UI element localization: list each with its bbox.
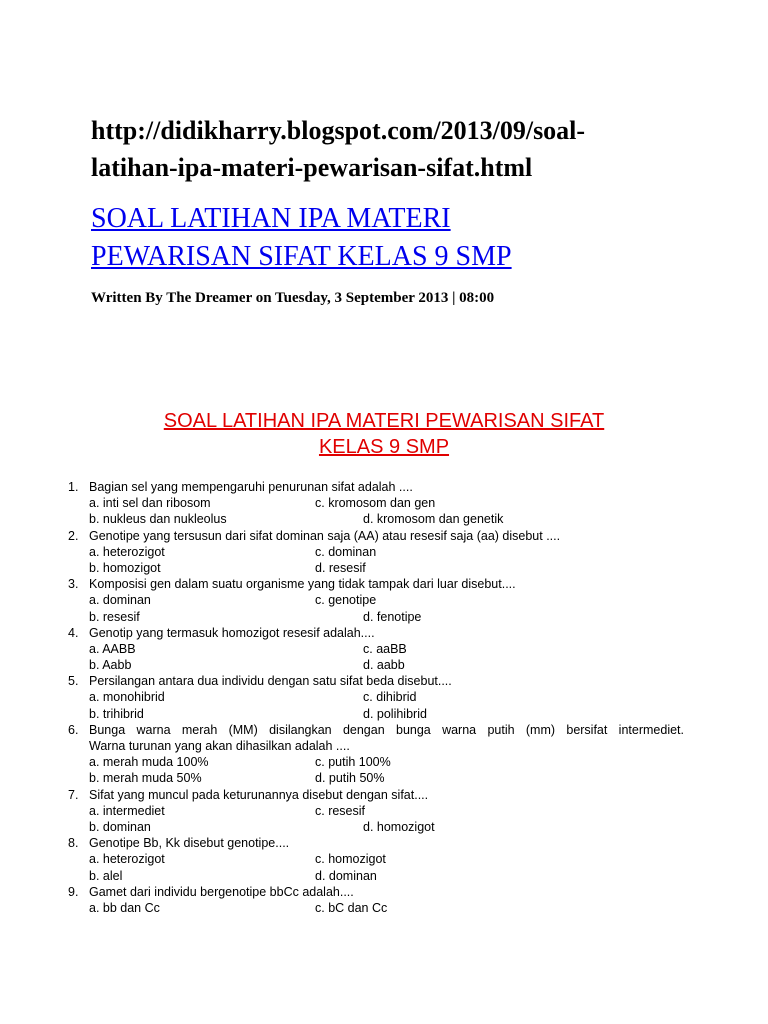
- option-a: a. intermediet: [89, 803, 165, 818]
- options-row: [68, 495, 688, 511]
- option-c: c. aaBB: [363, 641, 407, 656]
- option-b: b. Aabb: [89, 658, 132, 673]
- option-a: a. heterozigot: [89, 852, 165, 867]
- option-a: a. inti sel dan ribosom: [89, 496, 211, 511]
- blog-title-line-2: PEWARISAN SIFAT KELAS 9 SMP: [91, 241, 512, 272]
- question-text: Bagian sel yang mempengaruhi penurunan sifat adalah ....: [89, 480, 413, 494]
- option-a: a. monohibrid: [89, 690, 165, 705]
- option-b: b. nukleus dan nukleolus: [89, 512, 227, 527]
- option-c: c. dominan: [315, 544, 377, 559]
- option-d: d. resesif: [315, 560, 366, 575]
- byline: Written By The Dreamer on Tuesday, 3 September 2013 | 08:00: [91, 290, 495, 306]
- question-number: 9.: [68, 884, 79, 899]
- options-row: [68, 900, 688, 916]
- option-c: c. dihibrid: [363, 690, 417, 705]
- question-number: 6.: [68, 722, 79, 737]
- question-text: Genotipe yang tersusun dari sifat dominan saja (AA) atau resesif saja (aa) disebut ....: [89, 528, 561, 543]
- question-number: 2.: [68, 528, 79, 543]
- option-a: a. dominan: [89, 593, 151, 608]
- question-number: 7.: [68, 787, 79, 802]
- options-row: [68, 641, 688, 657]
- source-url: [91, 112, 711, 186]
- option-c: c. genotipe: [315, 593, 377, 608]
- option-b: b. dominan: [89, 819, 151, 834]
- question-number: 5.: [68, 674, 79, 689]
- options-row: [68, 511, 688, 527]
- question-row: [68, 835, 688, 851]
- option-d: d. kromosom dan genetik: [363, 512, 504, 527]
- question-text: Bunga warna merah (MM) disilangkan dengan bunga warna putih (mm) bersifat intermediet.: [89, 722, 684, 737]
- question-text: Persilangan antara dua individu dengan satu sifat beda disebut....: [89, 674, 452, 689]
- option-d: d. polihibrid: [363, 706, 427, 721]
- question-row-continued: [68, 738, 688, 754]
- option-c: c. resesif: [315, 803, 366, 818]
- option-d: d. homozigot: [363, 819, 435, 834]
- option-c: c. putih 100%: [315, 755, 391, 770]
- option-b: b. merah muda 50%: [89, 771, 202, 786]
- document-title-line-1: SOAL LATIHAN IPA MATERI PEWARISAN SIFAT: [163, 410, 605, 432]
- options-row: [68, 819, 688, 835]
- options-row: [68, 544, 688, 560]
- option-d: d. putih 50%: [315, 771, 385, 786]
- option-b: b. alel: [89, 868, 123, 883]
- blog-title-link[interactable]: [91, 200, 711, 276]
- option-a: a. heterozigot: [89, 544, 165, 559]
- question-row: [68, 787, 688, 803]
- options-row: [68, 657, 688, 673]
- question-number: 8.: [68, 836, 79, 851]
- question-number: 4.: [68, 625, 79, 640]
- options-row: [68, 560, 688, 576]
- blog-title-line-1: SOAL LATIHAN IPA MATERI: [91, 203, 451, 234]
- option-d: d. aabb: [363, 658, 405, 673]
- question-list: [68, 479, 688, 916]
- document-title-line-2: KELAS 9 SMP: [318, 436, 450, 458]
- option-c: c. bC dan Cc: [315, 900, 388, 915]
- option-d: d. fenotipe: [363, 609, 422, 624]
- question-text: Komposisi gen dalam suatu organisme yang tidak tampak dari luar disebut....: [89, 577, 516, 592]
- question-text: Genotip yang termasuk homozigot resesif adalah....: [89, 625, 375, 640]
- question-text: Genotipe Bb, Kk disebut genotipe....: [89, 836, 290, 851]
- question-row: [68, 673, 688, 689]
- question-row: [68, 528, 688, 544]
- option-a: a. merah muda 100%: [89, 755, 209, 770]
- source-url-line-2: latihan-ipa-materi-pewarisan-sifat.html: [91, 153, 533, 182]
- question-row: [68, 722, 688, 738]
- options-row: [68, 689, 688, 705]
- question-text: Sifat yang muncul pada keturunannya disebut dengan sifat....: [89, 787, 429, 802]
- question-row: [68, 576, 688, 592]
- option-b: b. trihibrid: [89, 706, 144, 721]
- question-row: [68, 625, 688, 641]
- option-c: c. kromosom dan gen: [315, 496, 436, 511]
- option-a: a. bb dan Cc: [89, 900, 160, 915]
- question-number: 1.: [68, 480, 79, 494]
- source-url-line-1: http://didikharry.blogspot.com/2013/09/soal-: [91, 116, 586, 145]
- question-text-continued: Warna turunan yang akan dihasilkan adalah ....: [89, 739, 350, 753]
- options-row: [68, 770, 688, 786]
- options-row: [68, 868, 688, 884]
- options-row: [68, 754, 688, 770]
- options-row: [68, 592, 688, 608]
- question-number: 3.: [68, 577, 79, 592]
- options-row: [68, 803, 688, 819]
- option-b: b. resesif: [89, 609, 140, 624]
- question-row: [68, 884, 688, 900]
- options-row: [68, 706, 688, 722]
- options-row: [68, 609, 688, 625]
- option-a: a. AABB: [89, 641, 136, 656]
- question-row: [68, 479, 688, 495]
- option-d: d. dominan: [315, 868, 377, 883]
- options-row: [68, 851, 688, 867]
- question-text: Gamet dari individu bergenotipe bbCc adalah....: [89, 884, 354, 899]
- option-c: c. homozigot: [315, 852, 386, 867]
- document-title: [90, 408, 678, 460]
- option-b: b. homozigot: [89, 560, 161, 575]
